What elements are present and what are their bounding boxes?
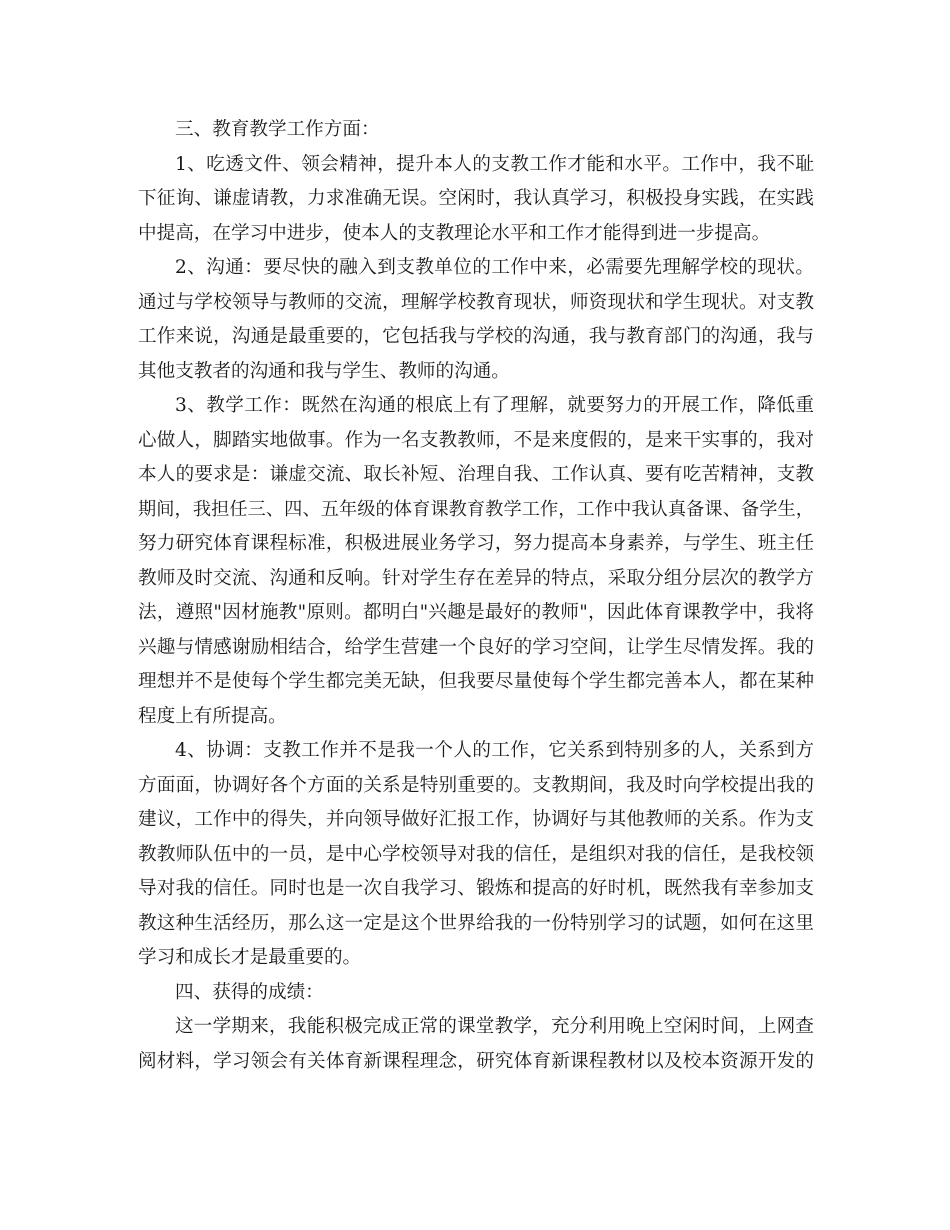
text-line: 四、获得的成绩： xyxy=(175,981,324,1003)
text-line: 中提高，在学习中进步，使本人的支教理论水平和工作才能得到进一步提高。 xyxy=(138,222,771,244)
text-line: 4、协调：支教工作并不是我一个人的工作，它关系到特别多的人，关系到方 xyxy=(175,740,814,761)
text-line: 其他支教者的沟通和我与学生、教师的沟通。 xyxy=(138,360,510,382)
text-line: 法，遵照"因材施教"原则。都明白"兴趣是最好的教师"，因此体育课教学中，我将 xyxy=(138,602,814,623)
text-line: 兴趣与情感谢励相结合，给学生营建一个良好的学习空间，让学生尽情发挥。我的 xyxy=(138,636,814,658)
text-line: 本人的要求是：谦虚交流、取长补短、治理自我、工作认真、要有吃苦精神，支教 xyxy=(138,464,814,485)
text-line: 理想并不是使每个学生都完美无缺，但我要尽量使每个学生都完善本人，都在某种 xyxy=(138,671,814,692)
text-line: 2、沟通：要尽快的融入到支教单位的工作中来，必需要先理解学校的现状。 xyxy=(175,257,814,278)
text-line: 1、吃透文件、领会精神，提升本人的支教工作才能和水平。工作中，我不耻 xyxy=(175,153,814,175)
text-line: 教师及时交流、沟通和反响。针对学生存在差异的特点，采取分组分层次的教学方 xyxy=(138,567,814,589)
text-line: 三、教育教学工作方面： xyxy=(175,119,380,140)
text-line: 3、教学工作：既然在沟通的根底上有了理解，就要努力的开展工作，降低重 xyxy=(175,395,814,416)
text-line: 程度上有所提高。 xyxy=(138,705,287,727)
text-line: 建议，工作中的得失，并向领导做好汇报工作，协调好与其他教师的关系。作为支 xyxy=(138,809,814,830)
text-line: 这一学期来，我能积极完成正常的课堂教学，充分利用晚上空闲时间，上网查 xyxy=(175,1016,814,1037)
text-line: 阅材料，学习领会有关体育新课程理念，研究体育新课程教材以及校本资源开发的 xyxy=(138,1050,814,1072)
text-line: 下征询、谦虚请教，力求准确无误。空闲时，我认真学习，积极投身实践，在实践 xyxy=(138,188,814,209)
text-line: 教这种生活经历，那么这一定是这个世界给我的一份特别学习的试题，如何在这里 xyxy=(138,912,814,934)
text-line: 方面面，协调好各个方面的关系是特别重要的。支教期间，我及时向学校提出我的 xyxy=(138,774,814,796)
text-line: 学习和成长才是最重要的。 xyxy=(138,947,362,968)
text-line: 心做人，脚踏实地做事。作为一名支教教师，不是来度假的，是来干实事的，我对 xyxy=(138,429,814,451)
text-line: 通过与学校领导与教师的交流，理解学校教育现状，师资现状和学生现状。对支教 xyxy=(138,291,814,313)
document-body xyxy=(138,113,814,1079)
text-line: 教教师队伍中的一员，是中心学校领导对我的信任，是组织对我的信任，是我校领 xyxy=(138,843,814,865)
text-line: 努力研究体育课程标准，积极进展业务学习，努力提高本身素养，与学生、班主任 xyxy=(138,533,814,554)
text-line: 期间，我担任三、四、五年级的体育课教育教学工作，工作中我认真备课、备学生， xyxy=(138,498,814,520)
text-line: 工作来说，沟通是最重要的，它包括我与学校的沟通，我与教育部门的沟通，我与 xyxy=(138,326,814,347)
text-line: 导对我的信任。同时也是一次自我学习、锻炼和提高的好时机，既然我有幸参加支 xyxy=(138,878,814,899)
